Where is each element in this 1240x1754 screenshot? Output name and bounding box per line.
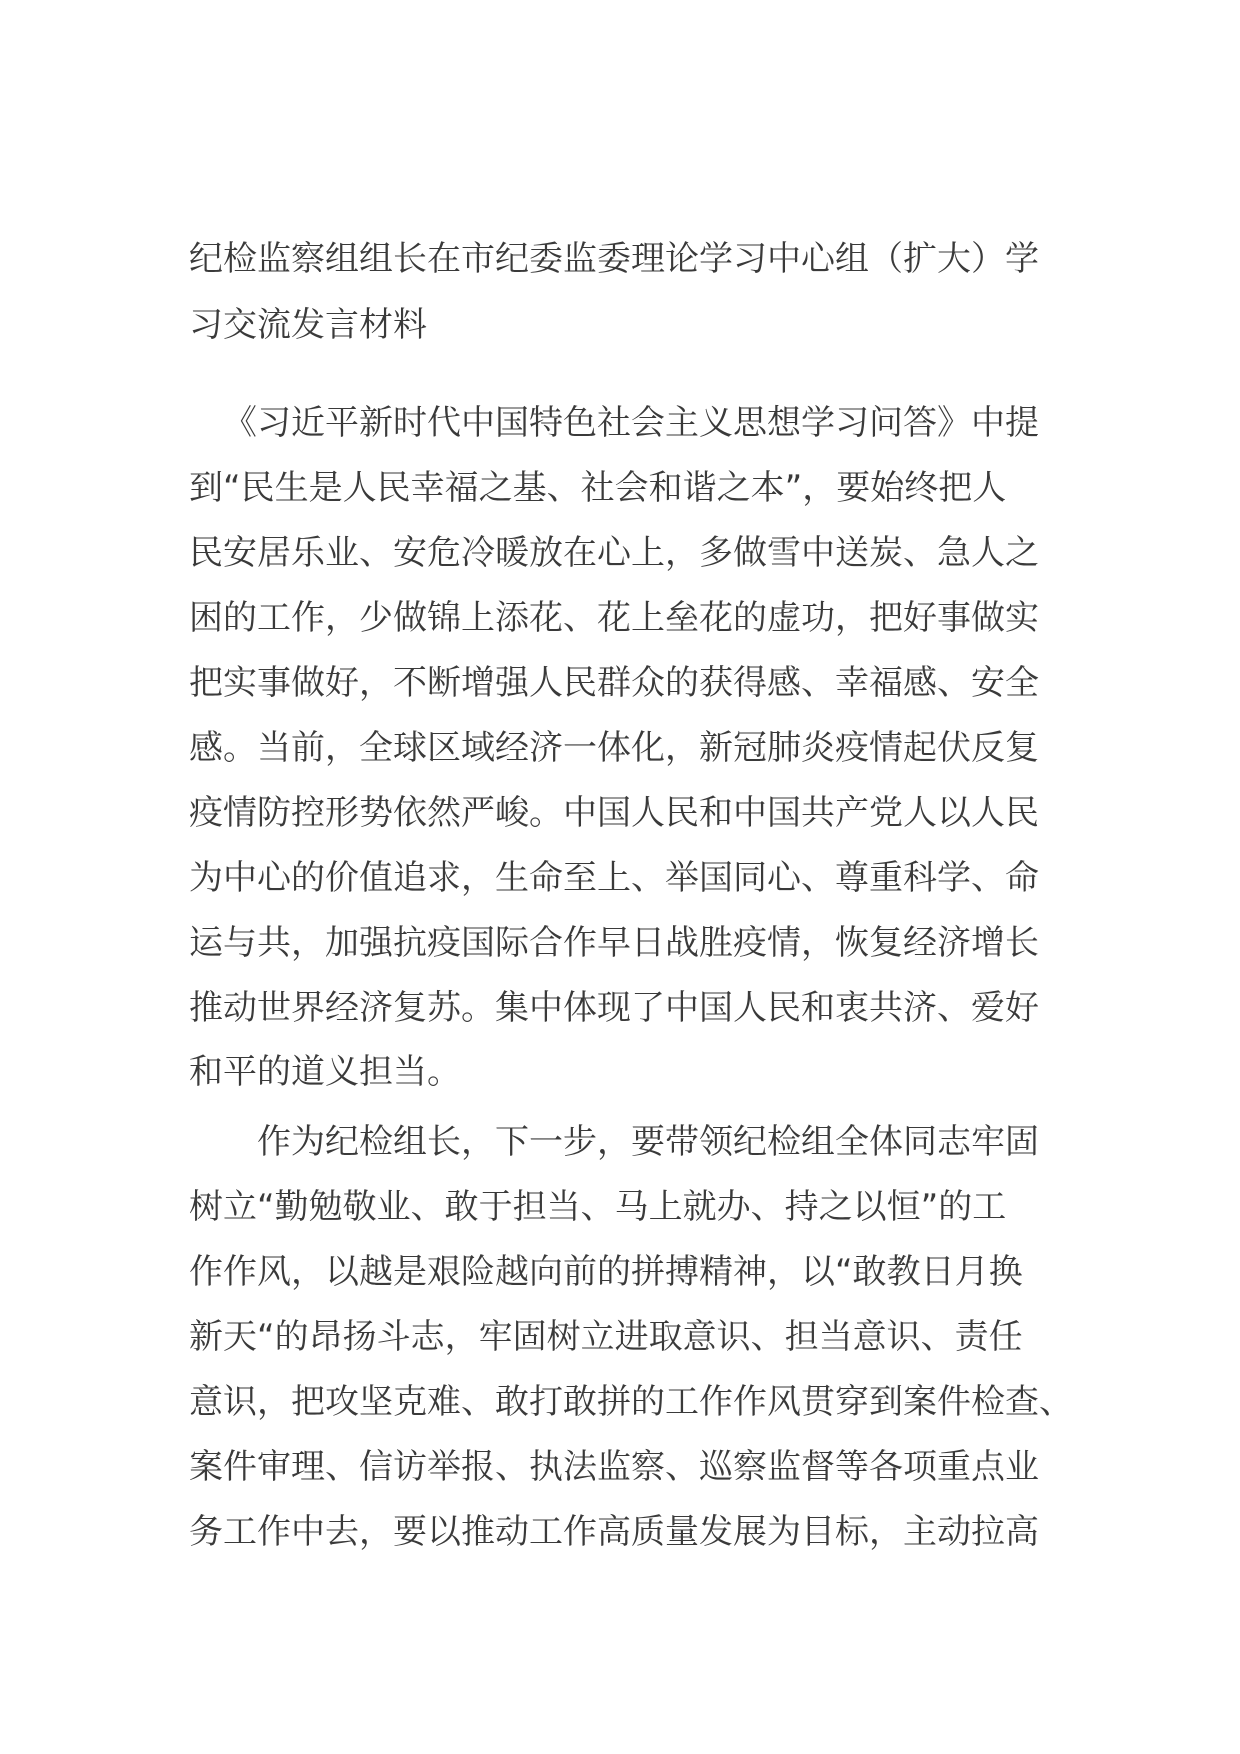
paragraph-line: 运与共，加强抗疫国际合作早日战胜疫情，恢复经济增长	[189, 923, 1039, 963]
paragraph-line: 作为纪检组长，下一步，要带领纪检组全体同志牢固	[257, 1122, 1039, 1162]
paragraph-line: 务工作中去，要以推动工作高质量发展为目标，主动拉高	[189, 1512, 1039, 1552]
paragraph-line: 到“民生是人民幸福之基、社会和谐之本”，要始终把人	[189, 468, 1007, 508]
paragraph-line: 《习近平新时代中国特色社会主义思想学习问答》中提	[223, 403, 1039, 443]
paragraph-line: 树立“勤勉敬业、敢于担当、马上就办、持之以恒”的工	[189, 1187, 1007, 1227]
paragraph-line: 新天“的昂扬斗志，牢固树立进取意识、担当意识、责任	[189, 1317, 1023, 1357]
paragraph-line: 案件审理、信访举报、执法监察、巡察监督等各项重点业	[189, 1447, 1039, 1487]
paragraph-line: 民安居乐业、安危冷暖放在心上，多做雪中送炭、急人之	[189, 533, 1039, 573]
paragraph-line: 为中心的价值追求，生命至上、举国同心、尊重科学、命	[189, 858, 1039, 898]
paragraph-line: 疫情防控形势依然严峻。中国人民和中国共产党人以人民	[189, 793, 1039, 833]
title-line: 习交流发言材料	[189, 305, 427, 345]
paragraph-line: 意识，把攻坚克难、敢打敢拼的工作作风贯穿到案件检查、	[189, 1382, 1073, 1422]
paragraph-line: 作作风，以越是艰险越向前的拼搏精神，以“敢教日月换	[189, 1252, 1023, 1292]
paragraph-line: 和平的道义担当。	[189, 1052, 461, 1092]
paragraph-line: 推动世界经济复苏。集中体现了中国人民和衷共济、爱好	[189, 988, 1039, 1028]
title-line: 纪检监察组组长在市纪委监委理论学习中心组（扩大）学	[189, 239, 1039, 279]
paragraph-line: 感。当前，全球区域经济一体化，新冠肺炎疫情起伏反复	[189, 728, 1039, 768]
paragraph-line: 把实事做好，不断增强人民群众的获得感、幸福感、安全	[189, 663, 1039, 703]
paragraph-line: 困的工作，少做锦上添花、花上垒花的虚功，把好事做实	[189, 598, 1039, 638]
